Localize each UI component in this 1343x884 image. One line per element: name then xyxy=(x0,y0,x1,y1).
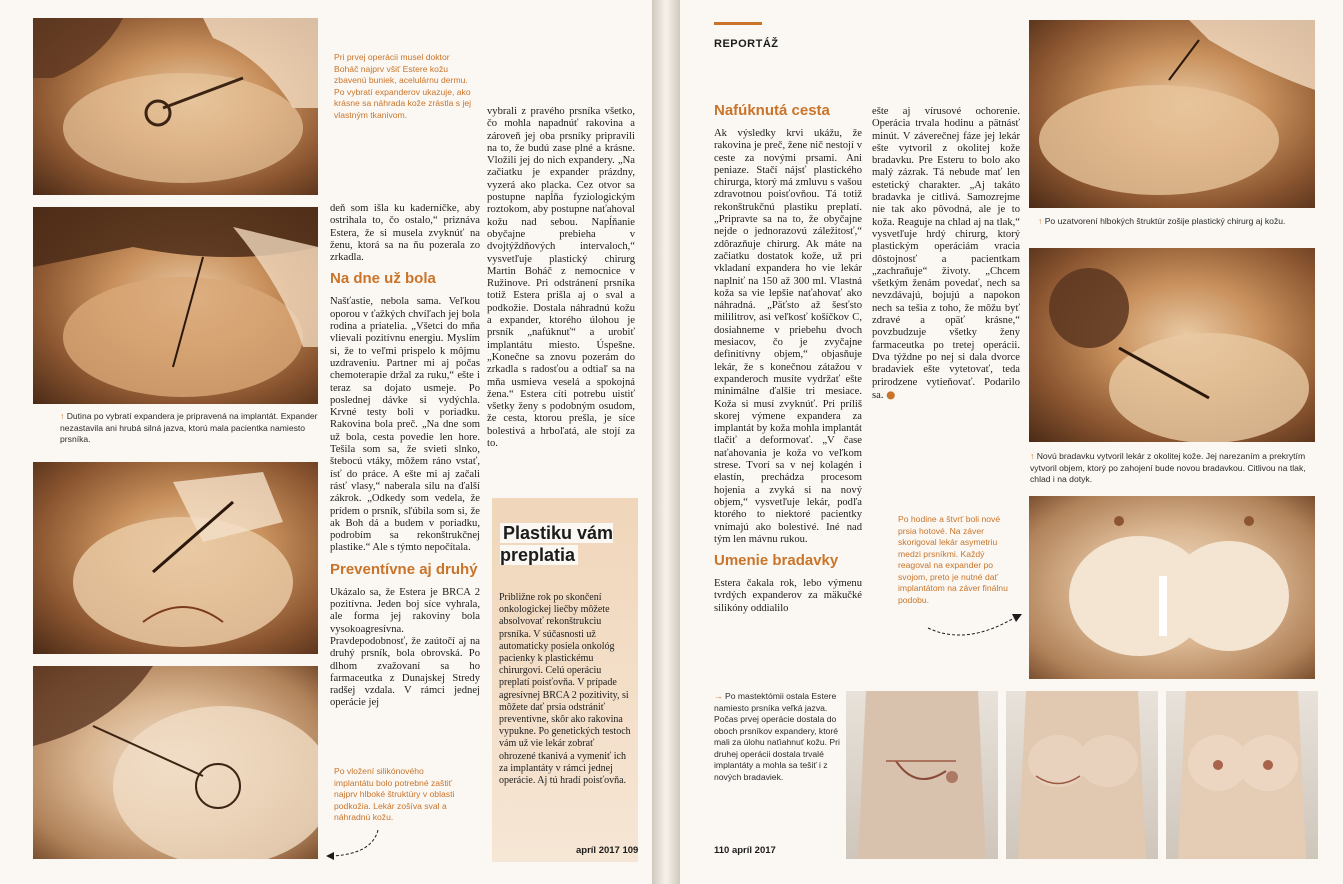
arrow-right-icon: → xyxy=(714,691,725,701)
left-col1-paragraph-1: Našťastie, nebola sama. Veľkou oporou v ťažkých chvíľach jej bola rodina a priatelia. „Všetci do mňa vlievali pozitívnu energiu. Myslím si, že to veľmi prispelo k môjmu uzdraveniu. Partner mi aj počas chemoterapie držal za ruku,“ ešte i teraz sa dojato usmeje. Po poslednej dávke si vydýchla. Krvné testy boli v poriadku. Rakovina bola preč. „Na dne som už bola, cesta povedie len hore. Tešila som sa, že svieti slnko, štebocú vtáky, môžem ráno vstať, ísť do práce. A ešte mi aj začali rásť vlasy,“ naberala silu na ďalší zákrok. „Odkedy som vedela, že prídem o prsník, sľúbila som si, že ak Boh dá a budem v poriadku, podrobím sa rekonštrukčnej plastike.“ Ale s týmto nepočítala. xyxy=(330,296,480,554)
surgery-photo-1 xyxy=(33,18,318,195)
right-column-1 xyxy=(714,96,862,615)
rubric-bar xyxy=(714,22,762,25)
dashed-arrow-icon xyxy=(926,610,1026,644)
right-page xyxy=(680,0,1343,884)
box-title: Plastiku vám preplatia xyxy=(500,523,614,565)
caption-surgery-1: Pri prvej operácii musel doktor Boháč najprv všiť Estere kožu zbavenú buniek, acelulárnu dermu. Po vybratí expanderov ukazuje, ako krásne sa náhrada kože zrástla s jej vlastným tkanivom. xyxy=(334,52,472,120)
caption-surgery-6: ↑ Novú bradavku vytvoril lekár z okolitej kože. Jej narezaním a prekrytím vytvoril objem, ktorý po zahojení bude novou bradavkou. Citlivou na tlak, chlad i na dotyk. xyxy=(1030,451,1306,484)
surgery-photo-3 xyxy=(33,462,318,654)
caption-surgery-5: ↑ Po uzatvorení hlbokých štruktúr zošije plastický chirurg aj kožu. xyxy=(1038,216,1286,226)
left-column-2 xyxy=(487,106,635,450)
left-col2-paragraph-1: vybrali z pravého prsníka všetko, čo mohla napadnúť rakovina a zároveň jej oba prsníky pripravili na to, že budú zase plné a krásne. Vložili jej do nich expandery. „Na začiatku je expander prázdny, vyzerá ako placka. Cez otvor sa postupne napĺňa fyziologickým roztokom, aby postupne naťahoval kožu nad sebou. Napĺňanie obyčajne prebieha v dvojtýždňových intervaloch,“ vysvetľuje plastický chirurg Martin Boháč z nemocnice v Ružinove. Pri odstránení prsníka totiž Estera prišla aj o sval a podkožie. Dostala náhradnú kožu a expander, ktorého úlohou je prsník „nafúknuť“ a urobiť implantátu miesto. Úspešne. „Konečne sa znovu pozerám do zrkadla s radosťou a odtiaľ sa na mňa usmieva veselá a spokojná žena.“ Estera cíti potrebu uistiť všetky ženy s podobným osudom, že cesta, ktorou prešla, je síce bolestivá a hrboľatá, ale stojí za to. xyxy=(487,106,635,450)
surgery-photo-7 xyxy=(1029,496,1315,679)
surgery-photo-5 xyxy=(1029,20,1315,208)
page-folio-right: 110 apríl 2017 xyxy=(714,845,776,856)
left-page xyxy=(0,0,652,884)
right-col2-paragraph-1: ešte aj vírusové ochorenie. Operácia trvala hodinu a pätnásť minút. V záverečnej fáze jej lekár ešte vytvoril z okolitej kože bradavku. Pre Esteru to bolo ako malý zázrak. Tá nebude mať len estetický charakter. „Aj takáto bradavka je citlivá. Samozrejme nie tak ako pôvodná, ale je to koža. Reaguje na chlad aj na tlak,“ vysvetľuje hrdý chirurg, ktorý plastickým operáciám vracia dôstojnosť a pacientkam „zachraňuje“ životy. „Chcem všetkým ženám povedať, nech sa nevzdávajú, bojujú a napokon nech sa tešia z toho, že môžu byť zdravé a opäť krásne,“ povzbudzuje všetky ženy farmaceutka po tretej operácii. Dva týždne po nej si dala dvorce bradaviek ešte vytetovať, teda prirodzene vytieňovať. Podarilo sa. ● xyxy=(872,106,1020,401)
caption-before-after: → Po mastektómii ostala Estere namiesto prsníka veľká jazva. Počas prvej operácie dostala do oboch prsníkov expandery, ktoré mali za úlohu naťiahnuť kožu. Pri druhej operácii dostala trvalé implantáty a mohla sa tešiť i z nových bradaviek. xyxy=(714,691,840,782)
sidebar-box xyxy=(492,498,638,862)
caption-surgery-3: Po vložení silikónového implantátu bolo potrebné zaštiť najprv hlboké štruktúry v oblasti podkožia. Lekár zošíva sval a náhradnú kožu. xyxy=(334,766,455,822)
result-photo-mastectomy xyxy=(846,691,998,859)
surgery-photo-2 xyxy=(33,207,318,404)
left-column-1 xyxy=(330,203,480,710)
heading-na-dne-uz-bola: Na dne už bola xyxy=(330,270,436,288)
box-text: Približne rok po skončení onkologickej liečby môžete absolvovať rekonštrukciu prsníka. V súčasnosti už automaticky posiela onkológ pacienky k plastickému chirurgovi. Celú operáciu preplatí poisťovňa. V prípade agresívnej BRCA 2 pozitivity, si môžete dať prsia odstrániť preventívne, skôr ako rakovina vypukne. Po genetických testoch vám už vie lekár zobrať ohrozené tkanivá a vymeniť ich za implantáty v rámci jednej operácie. Aj tú hradí poisťovňa. xyxy=(499,592,631,787)
result-photo-implants xyxy=(1166,691,1318,859)
arrow-up-icon: ↑ xyxy=(60,411,67,421)
caption-surgery-2: ↑ Dutina po vybratí expandera je pripravená na implantát. Expander nezastavila ani hrubá silná jazva, ktorú mala pacientka namiesto prsníka. xyxy=(60,411,318,444)
result-photo-expanders xyxy=(1006,691,1158,859)
left-col1-intro: deň som išla ku kaderníčke, aby ostrihala to, čo ostalo,“ priznáva Estera, že si musela zvyknúť na ženu, ktorá sa na ňu pozerala zo zrkadla. xyxy=(330,203,480,264)
surgery-photo-4 xyxy=(33,666,318,859)
page-folio-left: apríl 2017 109 xyxy=(576,845,639,856)
left-col1-paragraph-2: Ukázalo sa, že Estera je BRCA 2 pozitívna. Jeden boj síce vyhrala, ale forma jej rakoviny bola vysokoagresívna. Pravdepodobnosť, že zaútočí aj na druhý prsník, bola obrovská. Po dlhom zvažovaní sa ho farmaceutka z Dunajskej Stredy radšej vzdala. V rámci jednej operácie jej xyxy=(330,586,480,709)
right-col1-paragraph-2: Estera čakala rok, lebo výmenu tvrdých expanderov za mäkučké silikóny oddialilo xyxy=(714,578,862,614)
right-column-2 xyxy=(872,106,1020,402)
end-mark-icon: ● xyxy=(886,388,896,401)
surgery-photo-6 xyxy=(1029,248,1315,442)
heading-nafuknuta-cesta: Nafúknutá cesta xyxy=(714,102,830,119)
heading-umenie-bradavky: Umenie bradavky xyxy=(714,552,839,570)
heading-preventivne-aj-druhy: Preventívne aj druhý xyxy=(330,560,478,578)
dashed-arrow-icon xyxy=(322,828,382,862)
section-rubric: REPORTÁŽ xyxy=(714,38,779,50)
spread-gutter xyxy=(652,0,680,884)
caption-surgery-7: Po hodine a štvrť boli nové prsia hotové. Na záver skorigoval lekár asymetriu medzi prsníkmi. Každý reagoval na expander po svojom, preto je nutné dať implantátom na záver finálnu podobu. xyxy=(898,514,1008,605)
arrow-up-icon: ↑ xyxy=(1038,216,1045,226)
right-col1-paragraph-1: Ak výsledky krvi ukážu, že rakovina je preč, žene nič nestojí v ceste za novými prsami. Ani peniaze. Stačí nájsť plastického chirurga, ktorý má zmluvu s vašou zdravotnou poisťovňou. Tá totiž rekonštrukčnú plastiku preplatí. „Pripravte sa na to, že obyčajne nejde o jednorazovú záležitosť,“ zdôrazňuje chirurg. Ak máte na začiatku dostatok kože, už pri vkladaní expandera ho vie lekár naplniť na 150 až 300 ml. Vlastná koža sa vie lepšie naťahovať ako náhradná. „Päťsto až šesťsto mililitrov, asi veľkosť košíčkov C, dosiahneme v priebehu dvoch mesiacov, čo je zvyčajne definitívny objem,“ objasňuje lekár, že s konečnou zátažou v expanderoch musíte vydržať ešte minimálne ďalšie tri mesiace. Koža si musí zvyknúť. Pri príliš skorej výmene expandera za implantát by koža mohla implantát tlačiť a deformovať. „V čase naťahovania je koža vo veľkom strese. Tvorí sa v nej kolagén i elastín, prechádza procesom hojenia a zvyká si na nový objem,“ vysvetľuje lekár, podľa ktorého to niektoré pacientky vnímajú ako bolestivé. Iné nad tým len mávnu rukou. xyxy=(714,128,862,545)
arrow-up-icon: ↑ xyxy=(1030,451,1037,461)
